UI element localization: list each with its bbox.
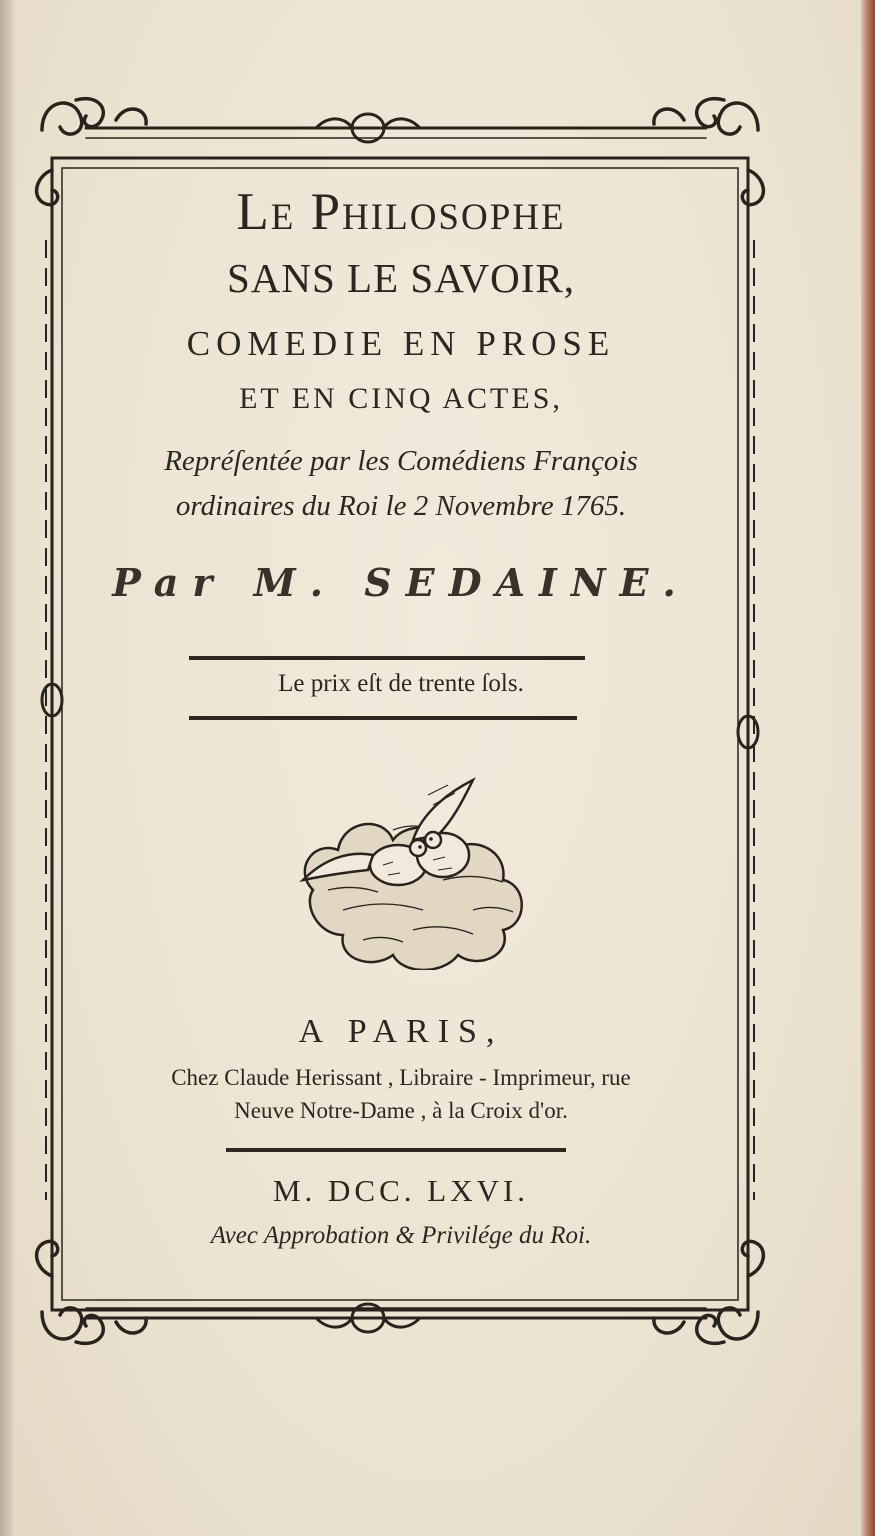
- rule-top: [189, 656, 585, 660]
- publisher-line2: Neuve Notre-Dame , à la Croix d'or.: [234, 1098, 568, 1123]
- title-page: [16, 0, 861, 1536]
- price-line: Le prix eſt de trente ſols.: [278, 670, 524, 697]
- place-of-publication: A PARIS,: [298, 1013, 504, 1050]
- main-title: Le Philosophe: [236, 183, 566, 241]
- rule-imprint: [226, 1148, 566, 1152]
- performance-note-line2: ordinaires du Roi le 2 Novembre 1765.: [175, 490, 627, 522]
- gutter-edge: [0, 0, 16, 1536]
- publisher-line1: Chez Claude Herissant , Libraire - Imprimeur, rue: [171, 1065, 631, 1090]
- author-line: Par M. SEDAINE.: [112, 560, 690, 605]
- approbation-line: Avec Approbation & Privilége du Roi.: [210, 1222, 592, 1249]
- rule-bottom: [189, 716, 577, 720]
- subtitle-line: SANS LE SAVOIR,: [226, 255, 575, 301]
- publication-date: M. DCC. LXVI.: [272, 1173, 530, 1208]
- acts-line: ET EN CINQ ACTES,: [239, 382, 563, 415]
- genre-line: COMEDIE EN PROSE: [186, 324, 616, 363]
- vignette-woodcut: [293, 770, 553, 970]
- binding-edge: [861, 0, 875, 1536]
- performance-note-line1: Repréſentée par les Comédiens François: [164, 445, 638, 477]
